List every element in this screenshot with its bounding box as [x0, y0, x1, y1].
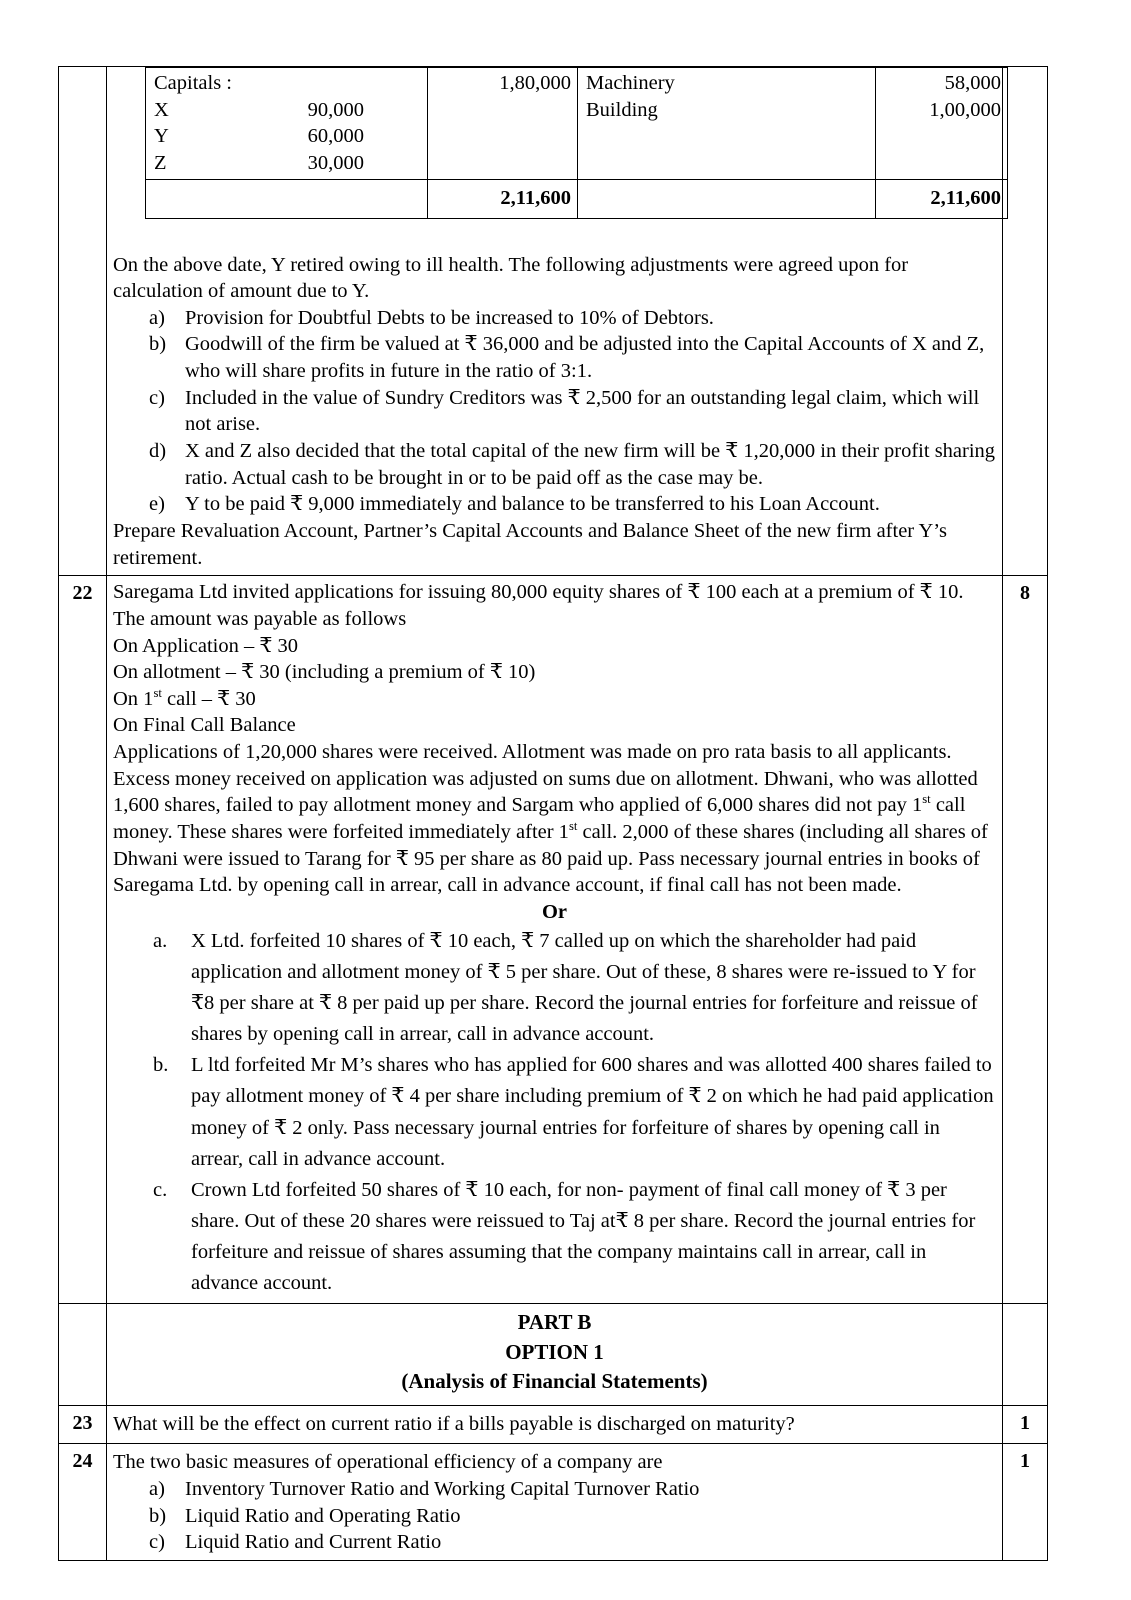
question-number	[59, 67, 106, 72]
partner-amount-z: 30,000	[307, 151, 364, 174]
partner-name-x: X	[154, 98, 169, 121]
question-23-text: What will be the effect on current ratio if a bills payable is discharged on maturity?	[113, 1412, 795, 1435]
assets-total-amount: 2,11,600	[876, 179, 1008, 218]
assets-amounts-cell	[876, 68, 1008, 180]
details-part-c: call. 2,000 of these shares (including all shares of Dhwani were issued to Tarang for ₹ 95 per share as 80 paid up. Pass necessary journal entries in books of Saregama Ltd. by opening call in arrear, call in advance account, if final call has not been made.	[113, 821, 988, 897]
list-item-text: Provision for Doubtful Debts to be increased to 10% of Debtors.	[185, 306, 714, 329]
liabilities-particulars-cell	[146, 68, 428, 180]
partner-amount-y: 60,000	[307, 125, 364, 148]
question-number: 22	[72, 582, 93, 605]
part-b-header-cell	[107, 1304, 1003, 1405]
table-row-question-23	[59, 1405, 1048, 1444]
question-number-cell	[59, 67, 107, 576]
list-item	[113, 305, 996, 332]
liabilities-subtotal-cell: 1,80,000	[428, 68, 578, 180]
question-23-content	[107, 1406, 1002, 1444]
balance-sheet-table	[145, 67, 1008, 219]
list-item	[113, 1050, 996, 1175]
details-part-a: Applications of 1,20,000 shares were received. Allotment was made on pro rata basis to all applicants. Excess money received on application was adjusted on sums due on allotment. Dhwani, who was allotted 1,600 shares, failed to pay allotment money and Sargam who applied of 6,000 shares did not pay 1	[113, 741, 978, 817]
table-row-part-b-header	[59, 1304, 1048, 1405]
ordinal-suffix: st	[922, 792, 931, 807]
marks-cell	[1003, 1405, 1048, 1444]
question-number: 23	[72, 1411, 93, 1434]
list-item-text: X and Z also decided that the total capital of the new firm will be ₹ 1,20,000 in their profit sharing ratio. Actual cash to be brought in or to be paid off as the case may be.	[185, 440, 996, 489]
asset-name-machinery: Machinery	[586, 72, 675, 94]
question-22-content	[107, 576, 1002, 1303]
list-item	[113, 1503, 996, 1530]
question-24-content	[107, 1444, 1002, 1560]
list-marker: a)	[149, 1477, 165, 1500]
payment-schedule-allotment: On allotment – ₹ 30 (including a premium of ₹ 10)	[113, 661, 536, 684]
question-body-cell	[107, 1444, 1003, 1561]
liabilities-total-label-cell	[146, 179, 428, 218]
list-item-text: X Ltd. forfeited 10 shares of ₹ 10 each, ₹ 7 called up on which the shareholder had paid application and allotment money of ₹ 5 per share. Out of these, 8 shares were re-issued to Y for ₹8 per share at ₹ 8 per paid up per share. Record the journal entries for forfeiture and reissue of shares by opening call in arrear, call in advance account.	[191, 929, 978, 1046]
table-row-question-24	[59, 1444, 1048, 1561]
list-marker: c.	[153, 1178, 168, 1201]
partner-name-y: Y	[154, 125, 169, 148]
first-call-suffix: call – ₹ 30	[161, 687, 256, 710]
capital-row-x	[154, 97, 421, 124]
list-marker: a)	[149, 306, 165, 329]
adjustments-list	[113, 305, 996, 518]
list-item-text: Goodwill of the firm be valued at ₹ 36,000 and be adjusted into the Capital Accounts of X and Z, who will share profits in future in the ratio of 3:1.	[185, 333, 985, 383]
details-part-b: call money. These shares were forfeited immediately after 1	[113, 794, 966, 844]
balance-sheet-fragment	[107, 67, 1002, 575]
table-row-question-21-continued	[59, 67, 1048, 576]
marks-cell	[1003, 67, 1048, 576]
retirement-intro-text: On the above date, Y retired owing to ill health. The following adjustments were agreed upon for calculation of amount due to Y.	[113, 253, 909, 303]
payment-schedule-application: On Application – ₹ 30	[113, 634, 299, 657]
question-paper-table	[58, 66, 1048, 1561]
ordinal-suffix: st	[568, 819, 578, 834]
list-marker: d)	[149, 440, 167, 463]
table-row-totals	[146, 179, 1008, 218]
list-item-text: Crown Ltd forfeited 50 shares of ₹ 10 each, for non- payment of final call money of ₹ 3 per share. Out of these 20 shares were reissued to Taj at₹ 8 per share. Record the journal entries for forfeiture and reissue of shares assuming that the company maintains call in arrear, call in advance account.	[191, 1178, 976, 1295]
table-row-question-22	[59, 576, 1048, 1304]
question-number-cell	[59, 1444, 107, 1561]
list-item-text: Liquid Ratio and Current Ratio	[185, 1531, 442, 1554]
marks-value: 1	[1020, 1450, 1030, 1473]
part-b-title: PART B	[517, 1310, 592, 1335]
question-21-adjustments-block	[107, 249, 1002, 576]
question-body-cell	[107, 1405, 1003, 1444]
question-number-cell	[59, 1304, 107, 1405]
question-number-cell	[59, 576, 107, 1304]
list-marker: b)	[149, 1504, 167, 1527]
question-number: 24	[72, 1450, 93, 1473]
partner-name-z: Z	[154, 151, 167, 174]
question-number-cell	[59, 1405, 107, 1444]
question-22-intro: Saregama Ltd invited applications for issuing 80,000 equity shares of ₹ 100 each at a premium of ₹ 10. The amount was payable as follows	[113, 581, 964, 630]
liabilities-total-amount: 2,11,600	[428, 179, 578, 218]
question-21-closing-instruction: Prepare Revaluation Account, Partner’s Capital Accounts and Balance Sheet of the new firm after Y’s retirement.	[113, 519, 947, 569]
or-divider-label: Or	[541, 900, 568, 923]
capital-row-y	[154, 123, 421, 150]
marks-cell	[1003, 576, 1048, 1304]
asset-amount-building: 1,00,000	[929, 98, 1001, 121]
payment-schedule-final-call: On Final Call Balance	[113, 714, 296, 737]
list-item-text: L ltd forfeited Mr M’s shares who has applied for 600 shares and was allotted 400 shares failed to pay allotment money of ₹ 4 per share including premium of ₹ 2 on which he had paid application money of ₹ 2 only. Pass necessary journal entries for forfeiture of shares by opening call in arrear, call in advance account.	[191, 1054, 994, 1170]
list-marker: c)	[149, 386, 165, 409]
list-item	[113, 1175, 996, 1300]
marks-value	[1003, 67, 1047, 72]
question-24-stem: The two basic measures of operational efficiency of a company are	[113, 1451, 663, 1474]
list-item	[113, 1529, 996, 1556]
list-item-text: Included in the value of Sundry Creditors was ₹ 2,500 for an outstanding legal claim, which will not arise.	[185, 386, 980, 436]
question-body-cell	[107, 67, 1003, 576]
list-item	[113, 491, 996, 518]
list-marker: c)	[149, 1531, 165, 1554]
list-marker: b.	[153, 1054, 169, 1077]
question-body-cell	[107, 576, 1003, 1304]
list-item	[113, 438, 996, 491]
list-marker: a.	[153, 929, 168, 952]
marks-value: 1	[1020, 1411, 1030, 1434]
list-item-text: Inventory Turnover Ratio and Working Capital Turnover Ratio	[185, 1477, 700, 1500]
list-item	[113, 331, 996, 384]
marks-cell	[1003, 1304, 1048, 1405]
assets-particulars-cell	[578, 68, 876, 180]
list-item	[113, 926, 996, 1051]
spacer-after-balance-sheet	[107, 219, 1002, 249]
list-marker: e)	[149, 493, 165, 516]
capitals-heading: Capitals :	[154, 72, 233, 94]
list-item-text: Y to be paid ₹ 9,000 immediately and balance to be transferred to his Loan Account.	[185, 493, 880, 516]
payment-schedule-first-call	[113, 686, 996, 713]
part-b-heading-block	[107, 1304, 1002, 1404]
part-b-subtitle: (Analysis of Financial Statements)	[401, 1369, 708, 1394]
list-item-text: Liquid Ratio and Operating Ratio	[185, 1504, 461, 1527]
assets-total-label-cell	[578, 179, 876, 218]
list-marker: b)	[149, 333, 167, 356]
marks-value: 8	[1020, 582, 1030, 605]
question-24-options-list	[113, 1476, 996, 1556]
asset-name-building: Building	[586, 98, 658, 121]
list-item	[113, 1476, 996, 1503]
partner-amount-x: 90,000	[307, 98, 364, 121]
table-row-capitals	[146, 68, 1008, 180]
ordinal-suffix: st	[153, 685, 162, 700]
asset-amount-machinery: 58,000	[944, 72, 1001, 94]
question-22-alternatives-list	[113, 926, 996, 1300]
part-b-option-label: OPTION 1	[505, 1339, 604, 1364]
marks-cell	[1003, 1444, 1048, 1561]
question-22-details	[113, 739, 996, 899]
capital-row-z	[154, 150, 421, 177]
first-call-prefix: On 1	[113, 687, 154, 710]
list-item	[113, 385, 996, 438]
